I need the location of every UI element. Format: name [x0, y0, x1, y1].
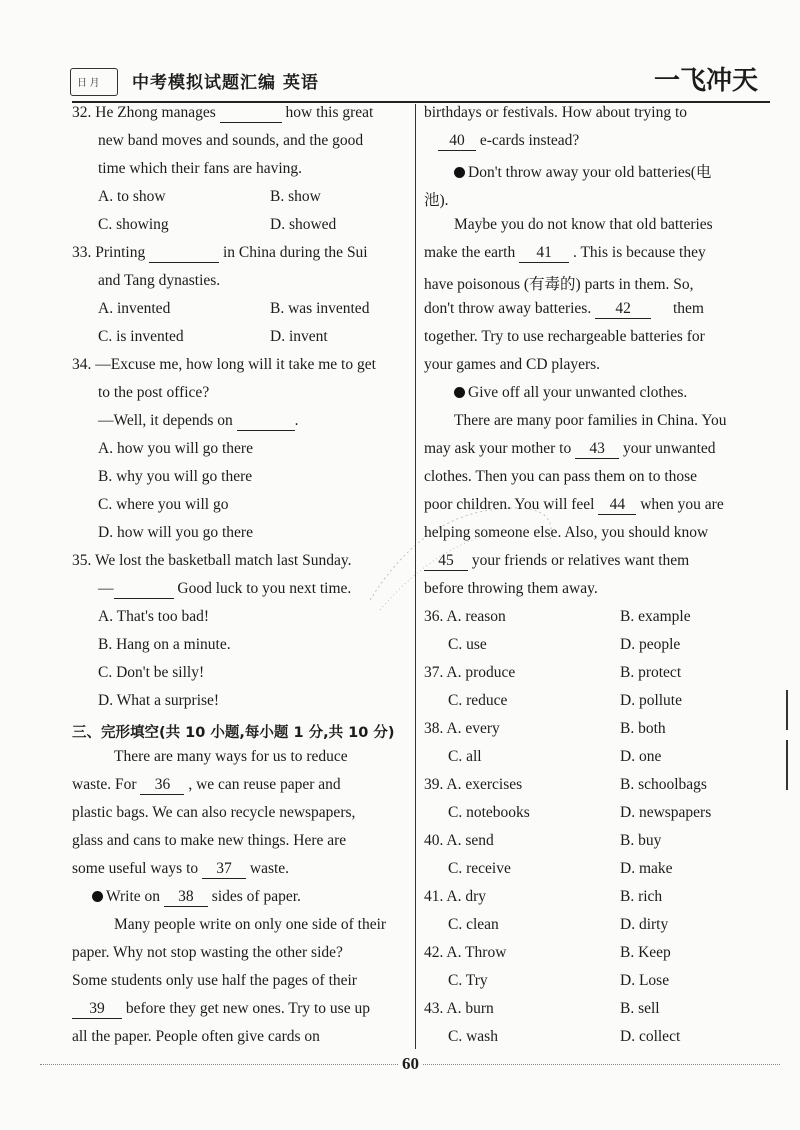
passage-bullet-line	[454, 384, 687, 402]
option-c: C. receive	[448, 860, 511, 877]
option-c: C. reduce	[448, 692, 508, 709]
passage-line: There are many ways for us to reduce	[114, 748, 348, 765]
passage-text: e-cards instead?	[479, 132, 580, 149]
option-d: D. Lose	[620, 972, 670, 989]
passage-line: before throwing them away.	[424, 580, 598, 597]
passage-text: your friends or relatives want them	[471, 552, 690, 569]
passage-line: plastic bags. We can also recycle newspapers,	[72, 804, 356, 821]
option-d: D. dirty	[620, 916, 669, 933]
bullet-icon	[92, 891, 103, 902]
option-b: B. rich	[620, 888, 663, 905]
left-column	[72, 104, 408, 1044]
question-text: Printing	[95, 244, 146, 261]
question-number: 33.	[72, 244, 92, 261]
answer-blank	[114, 580, 174, 599]
passage-text: poor children. You will feel	[424, 496, 595, 513]
answer-blank-40: 40	[438, 132, 476, 151]
logo-text: 日 月	[77, 78, 100, 89]
option-d: D. pollute	[620, 692, 682, 709]
question-text: and Tang dynasties.	[98, 272, 221, 289]
passage-line: Many people write on only one side of their	[114, 916, 387, 933]
passage-line: Some students only use half the pages of their	[72, 972, 357, 989]
passage-text: sides of paper.	[211, 888, 301, 905]
passage-line: have poisonous (有毒的) parts in them. So,	[424, 276, 694, 293]
edge-mark	[786, 740, 788, 790]
option-c: C. all	[448, 748, 482, 765]
passage-text: when you are	[640, 496, 724, 513]
passage-text: Don't throw away your old batteries(电	[468, 164, 712, 181]
question-text: —Well, it depends on	[98, 412, 233, 429]
passage-text: may ask your mother to	[424, 440, 572, 457]
option-d: D. how will you go there	[98, 524, 253, 541]
passage-bullet-line	[454, 160, 711, 182]
question-text: new band moves and sounds, and the good	[98, 132, 364, 149]
question-34	[72, 356, 376, 374]
option-c: C. clean	[448, 916, 499, 933]
header-rule	[72, 101, 770, 103]
question-text: how this great	[285, 104, 374, 121]
option-b: B. example	[620, 608, 691, 625]
passage-text: make the earth	[424, 244, 516, 261]
passage-line	[72, 776, 341, 795]
option-c: C. where you will go	[98, 496, 229, 513]
option-b: B. sell	[620, 1000, 660, 1017]
passage-line: your games and CD players.	[424, 356, 601, 373]
bullet-icon	[454, 387, 465, 398]
passage-line	[438, 132, 579, 151]
passage-line: There are many poor families in China. You	[454, 412, 727, 429]
question-text-line: —Well, it depends on .	[98, 412, 299, 429]
option-a: A. invented	[98, 300, 171, 317]
question-number: 34.	[72, 356, 92, 373]
passage-text: don't throw away batteries.	[424, 300, 592, 317]
option-c: C. use	[448, 636, 487, 653]
option-d: D. What a surprise!	[98, 692, 220, 709]
question-35	[72, 552, 351, 570]
passage-text: Write on	[106, 888, 161, 905]
option-a: 43. A. burn	[424, 1000, 494, 1017]
stamp-watermark	[360, 500, 560, 620]
book-title: 中考模拟试题汇编 英语	[132, 73, 319, 93]
passage-text: your unwanted	[622, 440, 716, 457]
question-text: to the post office?	[98, 384, 210, 401]
option-d: D. make	[620, 860, 673, 877]
answer-blank-45: 45	[424, 552, 468, 571]
passage-line	[424, 440, 716, 459]
option-b: B. show	[270, 188, 321, 205]
option-d: D. one	[620, 748, 662, 765]
passage-line	[424, 300, 704, 319]
passage-line	[72, 1000, 370, 1019]
question-text: He Zhong manages	[95, 104, 216, 121]
option-c: C. is invented	[98, 328, 184, 345]
question-number: 32.	[72, 104, 92, 121]
passage-line: paper. Why not stop wasting the other side?	[72, 944, 343, 961]
passage-text: before they get new ones. Try to use up	[125, 1000, 370, 1017]
passage-text: waste.	[249, 860, 290, 877]
answer-blank-36: 36	[140, 776, 184, 795]
answer-blank-44: 44	[598, 496, 636, 515]
bullet-icon	[454, 167, 465, 178]
answer-blank	[237, 412, 295, 431]
passage-line	[424, 244, 706, 263]
answer-blank	[149, 244, 219, 263]
option-a: 40. A. send	[424, 832, 494, 849]
dash: —	[98, 580, 114, 597]
option-a: 41. A. dry	[424, 888, 486, 905]
answer-blank-38: 38	[164, 888, 208, 907]
option-b: B. Hang on a minute.	[98, 636, 231, 653]
option-d: D. people	[620, 636, 681, 653]
passage-text: , we can reuse paper and	[188, 776, 341, 793]
question-33	[72, 244, 368, 263]
answer-blank-37: 37	[202, 860, 246, 879]
question-number: 35.	[72, 552, 92, 569]
answer-blank	[220, 104, 282, 123]
answer-blank-41: 41	[519, 244, 569, 263]
page-header	[70, 60, 770, 100]
option-a: A. That's too bad!	[98, 608, 209, 625]
option-a: 36. A. reason	[424, 608, 506, 625]
passage-text: some useful ways to	[72, 860, 199, 877]
option-b: B. Keep	[620, 944, 671, 961]
passage-text: waste. For	[72, 776, 137, 793]
brand-title: 一飞冲天	[653, 66, 758, 96]
passage-line: glass and cans to make new things. Here are	[72, 832, 347, 849]
passage-text: them	[672, 300, 704, 317]
question-text-line	[98, 580, 351, 599]
passage-text: Give off all your unwanted clothes.	[468, 384, 688, 401]
option-b: B. was invented	[270, 300, 370, 317]
question-text: in China during the Sui	[222, 244, 368, 261]
passage-line: clothes. Then you can pass them on to those	[424, 468, 698, 485]
passage-text: . This is because they	[572, 244, 706, 261]
option-a: A. to show	[98, 188, 166, 205]
passage-line: all the paper. People often give cards on	[72, 1028, 320, 1045]
question-text: —Excuse me, how long will it take me to get	[95, 356, 376, 373]
option-b: B. buy	[620, 832, 662, 849]
question-text: Good luck to you next time.	[177, 580, 352, 597]
passage-line: birthdays or festivals. How about trying to	[424, 104, 688, 121]
option-a: A. how you will go there	[98, 440, 253, 457]
edge-mark	[786, 690, 788, 730]
question-text: We lost the basketball match last Sunday.	[94, 552, 352, 569]
option-d: D. showed	[270, 216, 337, 233]
option-a: 42. A. Throw	[424, 944, 507, 961]
answer-blank-43: 43	[575, 440, 619, 459]
passage-line: together. Try to use rechargeable batteries for	[424, 328, 705, 345]
page-number: 60	[398, 1054, 423, 1074]
option-d: D. collect	[620, 1028, 681, 1045]
option-b: B. schoolbags	[620, 776, 707, 793]
logo-icon	[70, 68, 118, 96]
option-c: C. Try	[448, 972, 488, 989]
question-text: time which their fans are having.	[98, 160, 303, 177]
answer-blank-39: 39	[72, 1000, 122, 1019]
passage-bullet-line	[92, 888, 301, 907]
option-b: B. why you will go there	[98, 468, 253, 485]
passage-line	[72, 860, 289, 879]
option-a: 38. A. every	[424, 720, 500, 737]
option-b: B. both	[620, 720, 666, 737]
option-d: D. newspapers	[620, 804, 712, 821]
question-32	[72, 104, 373, 123]
section-heading: 三、完形填空(共 10 小题,每小题 1 分,共 10 分)	[72, 725, 395, 741]
option-b: B. protect	[620, 664, 682, 681]
option-c: C. notebooks	[448, 804, 530, 821]
option-c: C. wash	[448, 1028, 498, 1045]
passage-line: helping someone else. Also, you should know	[424, 524, 709, 541]
passage-line: 池).	[424, 192, 449, 209]
option-a: 37. A. produce	[424, 664, 516, 681]
option-d: D. invent	[270, 328, 328, 345]
option-c: C. showing	[98, 216, 169, 233]
passage-line: Maybe you do not know that old batteries	[454, 216, 713, 233]
option-a: 39. A. exercises	[424, 776, 523, 793]
answer-blank-42: 42	[595, 300, 651, 319]
option-c: C. Don't be silly!	[98, 664, 205, 681]
